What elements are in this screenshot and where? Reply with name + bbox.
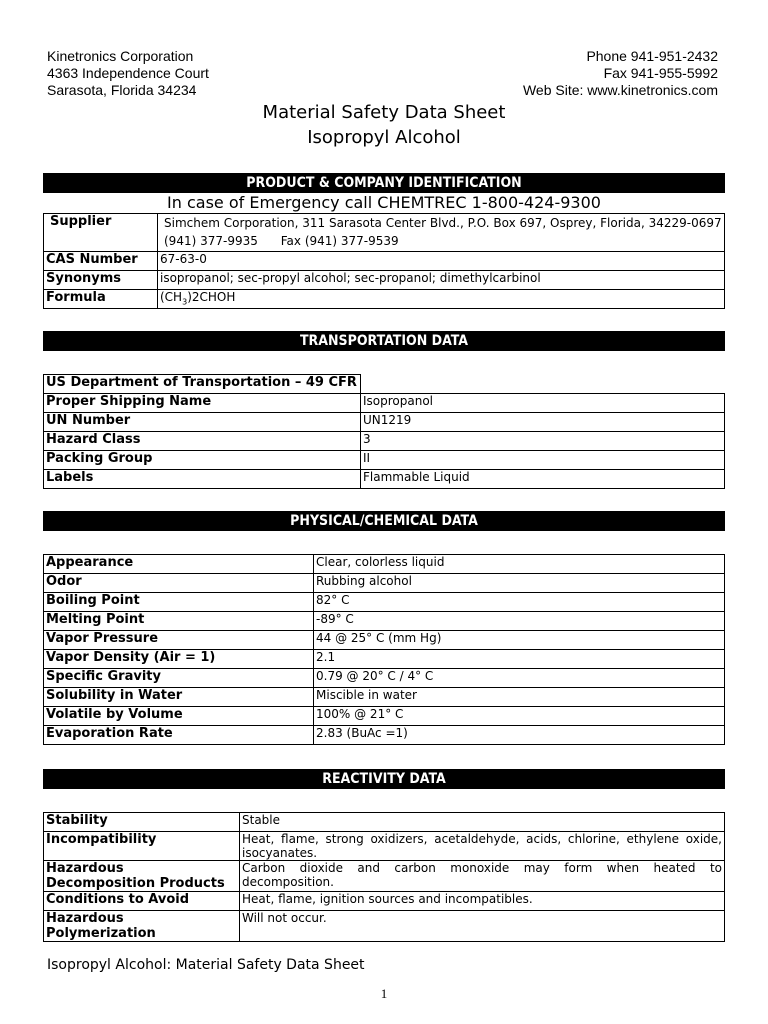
row-value: Isopropanol	[361, 394, 725, 413]
table-row	[44, 688, 725, 707]
supplier-address: Simchem Corporation, 311 Sarasota Center Blvd., P.O. Box 697, Osprey, Florida, 34229-0697	[164, 216, 722, 230]
cas-value: 67-63-0	[158, 252, 725, 271]
row-label: Solubility in Water	[44, 688, 314, 707]
section-heading-reactivity: REACTIVITY DATA	[43, 769, 725, 789]
supplier-label: Supplier	[44, 214, 158, 252]
row-label: Proper Shipping Name	[44, 394, 361, 413]
row-label: Evaporation Rate	[44, 726, 314, 745]
section-heading-transport: TRANSPORTATION DATA	[43, 331, 725, 351]
row-label: Odor	[44, 574, 314, 593]
row-label: Boiling Point	[44, 593, 314, 612]
cas-label: CAS Number	[44, 252, 158, 271]
table-row	[44, 290, 725, 309]
row-value: 2.1	[314, 650, 725, 669]
table-row	[44, 470, 725, 489]
emergency-contact: In case of Emergency call CHEMTREC 1-800-424-9300	[167, 193, 601, 212]
table-row	[44, 726, 725, 745]
table-row	[44, 432, 725, 451]
row-label: Labels	[44, 470, 361, 489]
row-label: Vapor Pressure	[44, 631, 314, 650]
company-address-block	[47, 48, 209, 99]
row-value: Flammable Liquid	[361, 470, 725, 489]
row-label: Appearance	[44, 555, 314, 574]
row-label: Hazardous Decomposition Products	[44, 861, 240, 892]
table-row	[44, 650, 725, 669]
formula-label: Formula	[44, 290, 158, 309]
row-value: 44 @ 25° C (mm Hg)	[314, 631, 725, 650]
row-label: Vapor Density (Air = 1)	[44, 650, 314, 669]
row-label: Volatile by Volume	[44, 707, 314, 726]
supplier-phone-fax: (941) 377-9935 Fax (941) 377-9539	[164, 234, 399, 248]
table-row	[44, 394, 725, 413]
transport-header: US Department of Transportation – 49 CFR	[44, 375, 361, 394]
synonyms-label: Synonyms	[44, 271, 158, 290]
supplier-value	[158, 214, 725, 252]
company-address-line2: Sarasota, Florida 34234	[47, 82, 197, 98]
product-table	[43, 213, 725, 309]
row-label: Conditions to Avoid	[44, 892, 240, 911]
row-value: Rubbing alcohol	[314, 574, 725, 593]
company-phone: Phone 941-951-2432	[586, 48, 718, 64]
table-row	[44, 413, 725, 432]
transport-table	[43, 374, 725, 489]
row-label: UN Number	[44, 413, 361, 432]
row-label: Hazardous Polymerization	[44, 911, 240, 942]
row-value: 2.83 (BuAc =1)	[314, 726, 725, 745]
reactivity-table	[43, 812, 725, 942]
row-value: 3	[361, 432, 725, 451]
row-label: Stability	[44, 813, 240, 832]
table-row	[44, 214, 725, 252]
formula-subscript: 3	[182, 297, 188, 307]
table-row	[44, 271, 725, 290]
formula-suffix: )2CHOH	[187, 290, 236, 304]
company-name: Kinetronics Corporation	[47, 48, 194, 64]
row-value: Heat, flame, strong oxidizers, acetaldehyde, acids, chlorine, ethylene oxide, isocyanates.	[240, 832, 725, 861]
row-label: Specific Gravity	[44, 669, 314, 688]
company-fax: Fax 941-955-5992	[603, 65, 718, 81]
table-row	[44, 707, 725, 726]
row-value: II	[361, 451, 725, 470]
table-row	[44, 631, 725, 650]
table-row	[44, 375, 725, 394]
table-row	[44, 832, 725, 861]
row-value: Miscible in water	[314, 688, 725, 707]
table-row	[44, 451, 725, 470]
document-title: Material Safety Data Sheet	[262, 102, 506, 123]
row-label: Packing Group	[44, 451, 361, 470]
page-number: 1	[380, 986, 388, 1001]
row-value: -89° C	[314, 612, 725, 631]
table-row	[44, 252, 725, 271]
row-label: Incompatibility	[44, 832, 240, 861]
company-website: Web Site: www.kinetronics.com	[522, 82, 718, 98]
row-value: Carbon dioxide and carbon monoxide may form when heated to decomposition.	[240, 861, 725, 892]
table-row	[44, 574, 725, 593]
table-row	[44, 861, 725, 892]
row-value: 100% @ 21° C	[314, 707, 725, 726]
row-value: Stable	[240, 813, 725, 832]
company-contact-block	[523, 48, 718, 99]
row-value: 0.79 @ 20° C / 4° C	[314, 669, 725, 688]
company-address-line1: 4363 Independence Court	[47, 65, 209, 81]
row-value: UN1219	[361, 413, 725, 432]
table-row	[44, 612, 725, 631]
row-value: Heat, flame, ignition sources and incompatibles.	[240, 892, 725, 911]
row-value: Will not occur.	[240, 911, 725, 942]
physical-table	[43, 554, 725, 745]
document-subtitle: Isopropyl Alcohol	[307, 127, 461, 148]
row-value: 82° C	[314, 593, 725, 612]
section-heading-product: PRODUCT & COMPANY IDENTIFICATION	[43, 173, 725, 193]
table-row	[44, 813, 725, 832]
formula-value	[158, 290, 725, 309]
table-row	[44, 911, 725, 942]
table-row	[44, 555, 725, 574]
table-row	[44, 593, 725, 612]
row-value: Clear, colorless liquid	[314, 555, 725, 574]
table-row	[44, 892, 725, 911]
section-heading-physical: PHYSICAL/CHEMICAL DATA	[43, 511, 725, 531]
row-label: Hazard Class	[44, 432, 361, 451]
footer-text: Isopropyl Alcohol: Material Safety Data Sheet	[47, 957, 365, 973]
row-label: Melting Point	[44, 612, 314, 631]
formula-prefix: (CH	[160, 290, 183, 304]
table-row	[44, 669, 725, 688]
synonyms-value: isopropanol; sec-propyl alcohol; sec-propanol; dimethylcarbinol	[158, 271, 725, 290]
